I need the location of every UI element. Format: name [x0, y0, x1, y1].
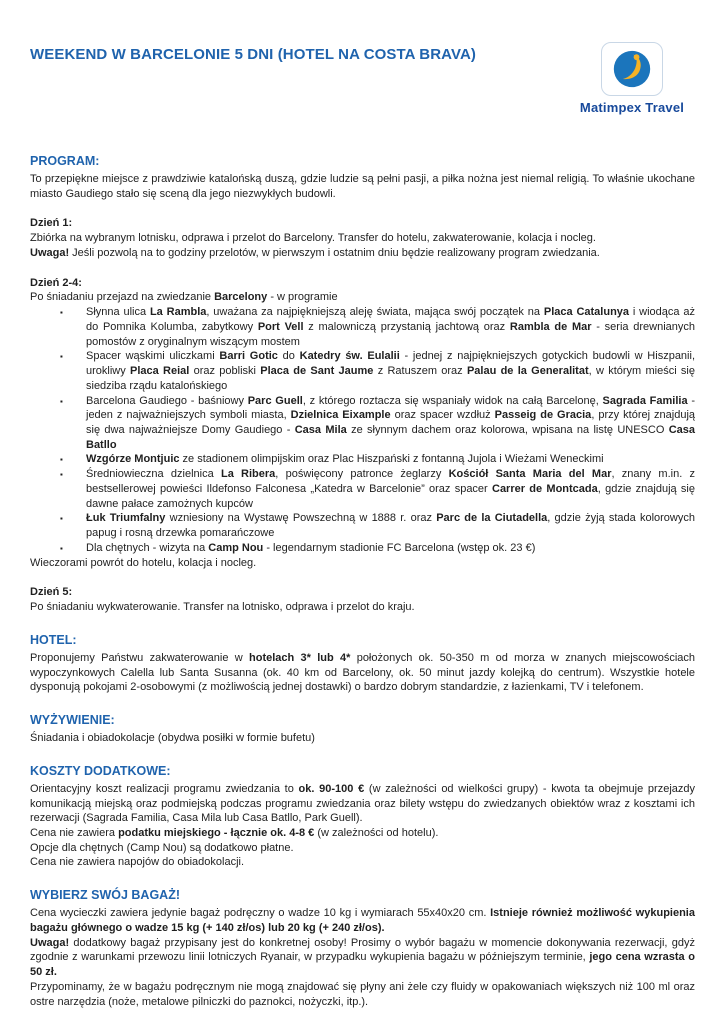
day-1-note: Uwaga! Jeśli pozwolą na to godziny przelotów, w pierwszym i ostatnim dniu będzie realizowany program zwiedzania. [30, 246, 600, 259]
day-2-4-outro: Wieczorami powrót do hotelu, kolacja i nocleg. [30, 556, 257, 569]
list-item-text: Dla chętnych - wizyta na Camp Nou - legendarnym stadionie FC Barcelona (wstęp ok. 23 €) [86, 541, 536, 554]
section-meals [30, 713, 695, 746]
section-hotel [30, 633, 695, 695]
list-item-text: Barcelona Gaudiego - baśniowy Parc Guell, z którego roztacza się wspaniały widok na całą Barcelonę, Sagrada Familia - jeden z najważniejszych symboli miasta, Dzielnica Eixample oraz spacer wzdłuż Passeig de Gracia, przy której znajdują się dwa najważniejsze Domy Gaudiego - Casa Mila ze słynnym dachem oraz kolorowa, wpisana na listę UNESCO Casa Batllo [86, 394, 696, 451]
list-item-text: Średniowieczna dzielnica La Ribera, poświęcony patronce żeglarzy Kościół Santa Maria del Mar, znany m.in. z bestsellerowej powieści Ildefonso Falconesa „Katedra w Barcelonie” oraz spacer Carrer de Montcada, gdzie znajdują się dawne pałace zamożnych kupców [86, 468, 695, 510]
hotel-heading: HOTEL: [30, 632, 77, 647]
logo-brand-text: Matimpex Travel [579, 100, 685, 115]
section-extra-costs [30, 764, 695, 870]
list-item [60, 541, 695, 556]
day-1-block [30, 216, 695, 260]
day-1-text: Zbiórka na wybranym lotnisku, odprawa i przelot do Barcelony. Transfer do hotelu, zakwaterowanie, kolacja i nocleg. [30, 232, 596, 245]
document-header [30, 46, 695, 124]
baggage-p1: Cena wycieczki zawiera jedynie bagaż podręczny o wadze 10 kg i wymiarach 55x40x20 cm. Istnieje również możliwość wykupienia bagażu głównego o wadze 15 kg (+ 140 zł/os) lub 20 kg (+ 240 zł/os). [30, 907, 695, 934]
day-5-block [30, 585, 695, 614]
list-item-text: Spacer wąskimi uliczkami Barri Gotic do Katedry św. Eulalii - jednej z najpiękniejszych gotyckich budowli w Hiszpanii, urokliwy Placa Reial oraz pobliski Placa de Sant Jaume z Ratuszem oraz Palau de la Generalitat, w którym mieści się siedziba rządu katalońskiego [86, 350, 695, 392]
bullet-icon: ▪ [60, 455, 63, 465]
program-intro: To przepiękne miejsce z prawdziwie katalońską duszą, gdzie ludzie są pełni pasji, a piłka nożna jest niemal religią. To właśnie ukochane miasto Gaudiego stało się sceną dla jego niezwykłych budowli. [30, 173, 695, 200]
day-2-4-block [30, 276, 695, 571]
sightseeing-list [60, 305, 695, 555]
bullet-icon: ▪ [60, 396, 63, 406]
globe-swirl-icon [612, 49, 652, 89]
list-item [60, 349, 695, 393]
day-1-heading: Dzień 1: [30, 217, 73, 230]
logo-emblem [601, 42, 663, 96]
program-heading: PROGRAM: [30, 154, 100, 168]
day-2-4-intro: Po śniadaniu przejazd na zwiedzanie Barcelony - w programie [30, 291, 338, 304]
list-item-text: Łuk Triumfalny wzniesiony na Wystawę Powszechną w 1888 r. oraz Parc de la Ciutadella, gdzie żyją stada kolorowych papug i rosną drzewka pomarańczowe [86, 512, 695, 540]
list-item-text: Wzgórze Montjuic ze stadionem olimpijskim oraz Plac Hiszpański z fontanną Jujola i Wieżami Weneckimi [86, 453, 604, 466]
list-item [60, 305, 695, 349]
section-baggage [30, 888, 695, 1009]
day-2-4-heading: Dzień 2-4: [30, 276, 82, 289]
bullet-icon: ▪ [60, 543, 63, 553]
company-logo [571, 42, 693, 115]
baggage-p2: Uwaga! dodatkowy bagaż przypisany jest do konkretnej osoby! Prosimy o wybór bagażu w momencie dokonywania rezerwacji, gdyż zgodnie z warunkami przewozu linii lotniczych Ryanair, w przypadku wykupienia bagażu w późniejszym terminie, jego cena wzrasta o 50 zł. [30, 936, 695, 979]
hotel-text: Proponujemy Państwu zakwaterowanie w hotelach 3* lub 4* położonych ok. 50-350 m od morza w znanych miejscowościach wypoczynkowych Calella lub Santa Susanna (ok. 40 km od Barcelony, ok. 50 minut jazdy kolejką do centrum). Wszystkie hotele dysponują pokojami 2-osobowymi (z możliwością jednej dostawki) o bardzo dobrym standardzie, z łazienkami, TV i telefonem. [30, 651, 696, 694]
bullet-icon: ▪ [60, 308, 63, 318]
list-item-text: Słynna ulica La Rambla, uważana za najpiękniejszą aleję świata, mająca swój początek na Placa Catalunya i wiodąca aż do Pomnika Kolumba, zabytkowy Port Vell z malowniczą przystanią jachtową oraz Rambla de Mar - seria drewnianych pomostów z oryginalnym wiszącym mostem [86, 306, 695, 348]
extra-costs-p1: Orientacyjny koszt realizacji programu zwiedzania to ok. 90-100 € (w zależności od wielkości grupy) - kwota ta obejmuje przejazdy komunikacją miejską oraz podmiejską podczas programu zwiedzania oraz bilety wstępu do zwiedzanych obiektów wraz z kosztami ich rezerwacji (Sagrada Familia, Casa Mila lub Casa Batllo, Park Guell). [30, 782, 695, 825]
extra-costs-heading: KOSZTY DODATKOWE: [30, 763, 171, 778]
meals-heading: WYŻYWIENIE: [30, 713, 115, 728]
day-5-heading: Dzień 5: [30, 586, 73, 599]
baggage-p3: Przypominamy, że w bagażu podręcznym nie mogą znajdować się płyny ani żele czy fluidy w opakowaniach większych niż 100 ml oraz ostre narzędzia (noże, metalowe pilniczki do paznokci, nożyczki, itp.). [30, 980, 695, 1008]
section-program [30, 154, 695, 615]
list-item [60, 467, 695, 511]
baggage-heading: WYBIERZ SWÓJ BAGAŻ! [30, 888, 180, 903]
extra-costs-p4: Cena nie zawiera napojów do obiadokolacji. [30, 856, 245, 869]
bullet-icon: ▪ [60, 470, 63, 480]
bullet-icon: ▪ [60, 514, 63, 524]
extra-costs-p3: Opcje dla chętnych (Camp Nou) są dodatkowo płatne. [30, 841, 294, 854]
list-item [60, 452, 695, 467]
bullet-icon: ▪ [60, 352, 63, 362]
page-title: WEEKEND W BARCELONIE 5 DNI (HOTEL NA COSTA BRAVA) [30, 46, 477, 63]
list-item [60, 511, 695, 540]
list-item [60, 394, 695, 453]
meals-text: Śniadania i obiadokolacje (obydwa posiłki w formie bufetu) [30, 732, 315, 745]
day-5-text: Po śniadaniu wykwaterowanie. Transfer na lotnisko, odprawa i przelot do kraju. [30, 601, 415, 614]
extra-costs-p2: Cena nie zawiera podatku miejskiego - łącznie ok. 4-8 € (w zależności od hotelu). [30, 826, 439, 839]
